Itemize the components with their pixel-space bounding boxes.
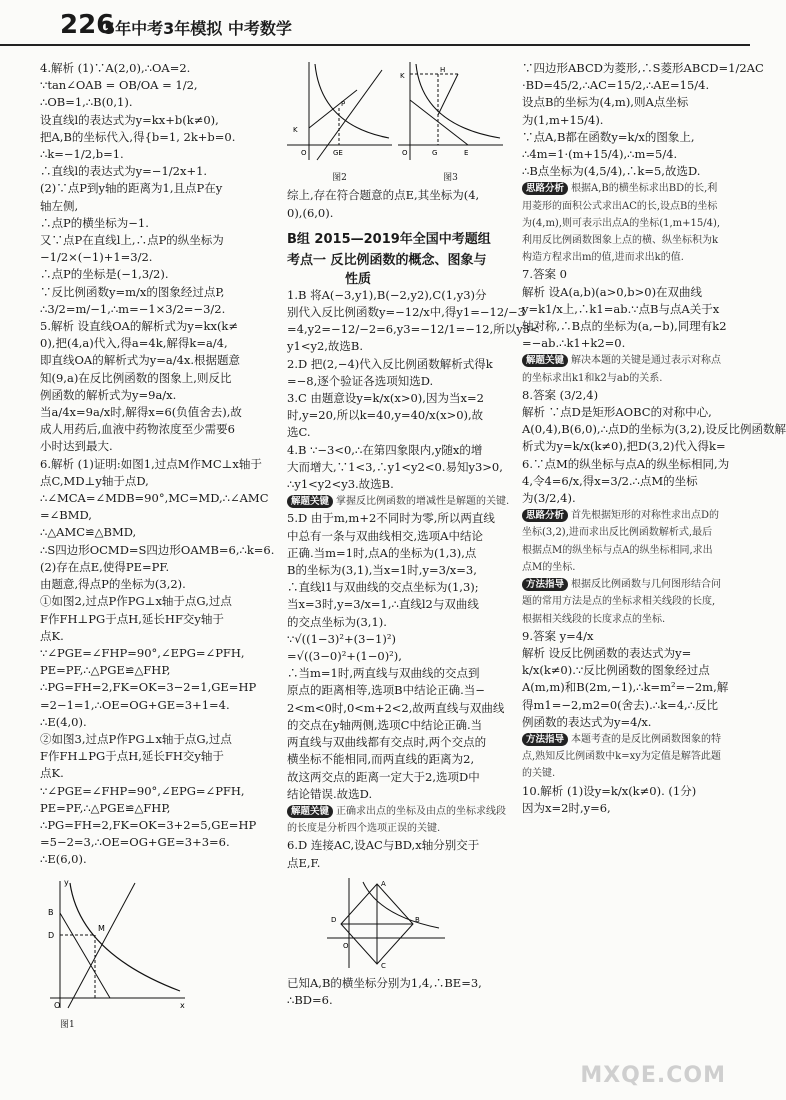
text-line: ∴直线l1与双曲线的交点坐标为(1,3);: [287, 580, 479, 595]
svg-text:O: O: [301, 149, 307, 157]
tip-2-tag: 解题关键: [287, 805, 333, 818]
text-line: 5.解析 设直线OA的解析式为y=kx(k≠: [40, 319, 239, 334]
text-line: ①如图2,过点P作PG⊥x轴于点G,过点: [40, 594, 232, 609]
text-line: 的交点在y轴两侧,选项C中结论正确.当: [287, 717, 483, 732]
text-line: 轴左侧,: [40, 198, 79, 213]
text-line: A(0,4),B(6,0),∴点D的坐标为(3,2),设反比例函数解: [522, 422, 786, 437]
text-line: 即直线OA的解析式为y=a/4x.根据题意: [40, 353, 241, 368]
svg-text:x: x: [180, 1000, 185, 1010]
text-line: 横坐标不能相同,而两直线的距离为2,: [287, 752, 475, 767]
text-line: 因为x=2时,y=6,: [522, 800, 611, 815]
svg-text:H: H: [440, 66, 446, 74]
text-line: 为(3/2,4).: [522, 491, 576, 506]
text-line: 解析 设反比例函数的表达式为y=: [522, 645, 692, 660]
text-line: ∴E(4,0).: [40, 714, 87, 729]
text-line: 中总有一条与双曲线相交,选项A中结论: [287, 528, 483, 543]
svg-text:M: M: [98, 923, 105, 933]
figure-3: [398, 60, 503, 165]
text-line: ∴E(6,0).: [40, 852, 87, 867]
text-line: 设直线l的表达式为y=kx+b(k≠0),: [40, 112, 219, 127]
text-line: 时,y=20,所以k=40,y=40/x(x>0),故: [287, 408, 484, 423]
col2-text-3: [287, 837, 515, 871]
figure-2: [287, 60, 392, 165]
text-line: 故这两交点的距离一定大于2,选项D中: [287, 769, 480, 784]
text-line: 当x=3时,y=3/x=1,∴直线l2与双曲线: [287, 597, 479, 612]
tip-1-tag: 解题关键: [287, 495, 333, 508]
svg-text:G: G: [432, 149, 438, 157]
text-line: ∴BD=6.: [287, 992, 333, 1007]
text-line: y=k1/x上,∴k1=ab.∵点B与点A关于x: [522, 301, 720, 316]
tip-3-text: 根据A,B的横坐标求出BD的长,利用菱形的面积公式求出AC的长,设点B的坐标为(4,m),则可表示出点A的坐标(1,m+15/4),利用反比例函数图象上点的横、纵坐标积为k构造方程求出m的值,进而求出k的值.: [522, 183, 721, 264]
text-line: 解析 ∵点D是矩形AOBC的对称中心,: [522, 405, 712, 420]
svg-text:B: B: [48, 907, 54, 917]
text-line: 析式为y=k/x(k≠0),把D(3,2)代入得k=: [522, 439, 726, 454]
text-line: PE=PF,∴△PGE≌△FHP,: [40, 800, 171, 815]
text-line: 2.D 把(2,−4)代入反比例函数解析式得k: [287, 356, 493, 371]
kp-title-2: 性质: [345, 271, 372, 287]
text-line: ∵tan∠OAB = OB/OA = 1/2,: [40, 78, 198, 93]
text-line: ∴当m=1时,两直线与双曲线的交点到: [287, 666, 480, 681]
text-line: =5−2=3,∴OE=OG+GE=3+3=6.: [40, 835, 230, 850]
tip-3: [522, 180, 722, 266]
text-line: 结论错误.故选D.: [287, 786, 373, 801]
text-line: 8.答案 (3/2,4): [522, 387, 599, 402]
text-line: 例函数的表达式为y=4/x.: [522, 714, 652, 729]
tip-5-tag: 思路分析: [522, 509, 568, 522]
svg-text:D: D: [48, 930, 55, 940]
text-line: 0),把(4,a)代入,得a=4k,解得k=a/4,: [40, 336, 228, 351]
tip-6-tag: 方法指导: [522, 578, 568, 591]
text-line: 7.答案 0: [522, 267, 567, 282]
tip-1-text: 掌握反比例函数的增减性是解题的关键.: [336, 496, 510, 508]
text-line: 解析 设A(a,b)(a>0,b>0)在双曲线: [522, 284, 703, 299]
text-line: 6.∵点M的纵坐标与点A的纵坐标相同,为: [522, 456, 730, 471]
text-line: 选C.: [287, 425, 311, 440]
text-line: 10.解析 (1)设y=k/x(k≠0). (1分): [522, 783, 697, 798]
svg-text:K: K: [400, 72, 405, 80]
kp-title: 考点一 反比例函数的概念、图象与: [287, 252, 487, 268]
tip-5-text: 首先根据矩形的对称性求出点D的坐标(3,2),进而求出反比例函数解析式,最后根据点M的纵坐标与点A的纵坐标相同,求出点M的坐标.: [522, 510, 720, 573]
text-line: 0),(6,0).: [287, 205, 334, 220]
page-header: [0, 0, 750, 52]
text-line: ∵∠PGE=∠FHP=90°,∠EPG=∠PFH,: [40, 783, 245, 798]
text-line: 又∵点P在直线l上,∴点P的纵坐标为: [40, 233, 224, 248]
col3-text-4: [522, 628, 729, 731]
svg-text:P: P: [341, 100, 346, 108]
text-line: ∴∠MCA=∠MDB=90°,MC=MD,∴∠AMC: [40, 491, 269, 506]
column-middle: [287, 60, 540, 1070]
text-line: ∵∠PGE=∠FHP=90°,∠EPG=∠PFH,: [40, 645, 245, 660]
text-line: (2)存在点E,使得PE=PF.: [40, 559, 170, 574]
tip-7-tag: 方法指导: [522, 733, 568, 746]
col2-text-2: [287, 510, 515, 802]
text-line: 别代入反比例函数y=−12/x中,得y1=−12/−3: [287, 305, 525, 320]
tip-2-text: 正确求出点的坐标及由点的坐标求线段的长度是分析四个选项正误的关键.: [287, 805, 507, 835]
text-line: ·BD=45/2,∴AC=15/2,∴AE=15/4.: [522, 78, 710, 93]
text-line: ∴OB=1,∴B(0,1).: [40, 95, 133, 110]
text-line: 2<m<0时,0<m+2<2,故两直线与双曲线: [287, 700, 505, 715]
group-title: B组 2015—2019年全国中考题组: [287, 231, 491, 247]
text-line: PE=PF,∴△PGE≌△FHP,: [40, 663, 171, 678]
text-line: 已知A,B的横坐标分别为1,4,∴BE=3,: [287, 975, 482, 990]
col2-top-text: [287, 187, 515, 221]
text-line: k/x(k≠0).∵反比例函数的图象经过点: [522, 663, 710, 678]
text-line: 点C,MD⊥y轴于点D,: [40, 473, 149, 488]
col3-text-3: [522, 387, 786, 507]
text-line: =4,y2=−12/−2=6,y3=−12/1=−12,所以y3<: [287, 322, 540, 337]
text-line: ∵四边形ABCD为菱形,∴S菱形ABCD=1/2AC: [522, 61, 764, 75]
tip-6: [522, 576, 722, 628]
text-line: 小时达到最大.: [40, 439, 113, 454]
text-line: 例函数的解析式为y=9a/x.: [40, 387, 177, 402]
col3-text-5: [522, 783, 722, 817]
tip-4-tag: 解题关键: [522, 354, 568, 367]
text-line: ∴3/2=m/−1,∴m=−1×3/2=−3/2.: [40, 301, 226, 316]
text-line: 设点B的坐标为(4,m),则A点坐标: [522, 95, 689, 110]
text-line: 4.B ∵−3<0,∴在第四象限内,y随x的增: [287, 442, 483, 457]
tip-4: [522, 352, 722, 386]
text-line: F作FH⊥PG于点H,延长FH交y轴于: [40, 749, 224, 764]
col3-text-1: [522, 60, 764, 180]
col3-text-2: [522, 266, 727, 352]
text-line: 正确.当m=1时,点A的坐标为(1,3),点: [287, 545, 477, 560]
text-line: ∴△AMC≌△BMD,: [40, 525, 137, 540]
svg-text:O: O: [402, 149, 408, 157]
text-line: (2)∵点P到y轴的距离为1,且点P在y: [40, 181, 223, 196]
text-line: 原点的距离相等,选项B中结论正确.当−: [287, 683, 485, 698]
text-line: ②如图3,过点P作PG⊥x轴于点G,过点: [40, 731, 232, 746]
text-line: 成人用药后,血液中药物浓度至少需要6: [40, 422, 235, 437]
figure-rhombus: [327, 876, 447, 971]
text-line: A(m,m)和B(2m,−1),∴k=m²=−2m,解: [522, 680, 729, 695]
figure-1-caption: 图1: [60, 1019, 75, 1030]
text-line: 综上,存在符合题意的点E,其坐标为(4,: [287, 188, 480, 203]
text-line: y1<y2,故选B.: [287, 339, 364, 354]
figures-2-3: [287, 60, 515, 187]
text-line: ∴直线l的表达式为y=−1/2x+1.: [40, 164, 208, 179]
text-line: ∴点P的坐标是(−1,3/2).: [40, 267, 169, 282]
text-line: 由题意,得点P的坐标为(3,2).: [40, 577, 186, 592]
tip-7-text: 本题考查的是反比例函数图象的特点,熟知反比例函数中k=xy为定值是解答此题的关键.: [522, 733, 722, 780]
tip-5: [522, 507, 722, 576]
text-line: 把A,B的坐标代入,得{b=1, 2k+b=0.: [40, 129, 236, 144]
text-line: 知(9,a)在反比例函数的图象上,则反比: [40, 370, 232, 385]
text-line: ∴PG=FH=2,FK=OK=3+2=5,GE=HP: [40, 817, 257, 832]
svg-text:C: C: [381, 961, 386, 970]
text-line: 得m1=−2,m2=0(舍去).∴k=4,∴反比: [522, 697, 718, 712]
svg-text:y: y: [64, 877, 69, 887]
text-line: 两直线与双曲线都有交点时,两个交点的: [287, 735, 487, 750]
text-line: 点K.: [40, 766, 64, 781]
text-line: 6.解析 (1)证明:如图1,过点M作MC⊥x轴于: [40, 456, 262, 471]
text-line: 5.D 由于m,m+2不同时为零,所以两直线: [287, 511, 495, 526]
text-line: 3.C 由题意设y=k/x(x>0),因为当x=2: [287, 391, 484, 406]
text-line: 4.解析 (1)∵A(2,0),∴OA=2.: [40, 61, 191, 75]
book-title: 5年中考3年模拟 中考数学: [104, 19, 292, 38]
svg-text:D: D: [331, 915, 337, 924]
text-line: =√((3−0)²+(1−0)²),: [287, 649, 402, 664]
col2-text-4: [287, 975, 515, 1009]
text-line: 点E,F.: [287, 855, 321, 870]
tip-3-tag: 思路分析: [522, 182, 568, 195]
text-line: ∴PG=FH=2,FK=OK=3−2=1,GE=HP: [40, 680, 257, 695]
column-left: [40, 60, 280, 1070]
tip-4-text: 解决本题的关键是通过表示对称点的坐标求出k1和k2与ab的关系.: [522, 355, 722, 384]
text-line: =−8,逐个验证各选项知选D.: [287, 373, 434, 388]
figure-2-caption: 图2: [332, 173, 347, 184]
svg-text:GE: GE: [333, 149, 343, 157]
text-line: 为(1,m+15/4).: [522, 112, 604, 127]
text-line: ∵√((1−3)²+(3−1)²): [287, 631, 396, 646]
header-rule: [0, 44, 750, 46]
text-line: 6.D 连接AC,设AC与BD,x轴分别交于: [287, 838, 480, 853]
text-line: 大而增大,∵1<3,∴y1<y2<0.易知y3>0,: [287, 459, 503, 474]
text-line: ∴k=−1/2,b=1.: [40, 147, 124, 162]
figure-1: [40, 873, 190, 1013]
svg-text:O: O: [54, 1000, 61, 1010]
column-right: [522, 60, 786, 1070]
text-line: ∴y1<y2<y3.故选B.: [287, 477, 394, 492]
text-line: =−ab.∴k1+k2=0.: [522, 336, 626, 351]
svg-text:E: E: [464, 149, 469, 157]
text-line: ∵点A,B都在函数y=k/x的图象上,: [522, 129, 695, 144]
text-line: 9.答案 y=4/x: [522, 628, 594, 643]
text-line: ∴点P的横坐标为−1.: [40, 215, 149, 230]
svg-text:K: K: [293, 126, 298, 134]
col1-text: [40, 60, 280, 869]
text-line: ∵反比例函数y=m/x的图象经过点P,: [40, 284, 225, 299]
page-number: 226: [60, 10, 115, 40]
text-line: ∴4m=1·(m+15/4),∴m=5/4.: [522, 147, 678, 162]
svg-text:O: O: [343, 941, 349, 950]
text-line: 轴对称,∴B点的坐标为(a,−b),同理有k2: [522, 319, 727, 334]
col2-text-1: [287, 287, 540, 493]
text-line: ∴S四边形OCMD=S四边形OAMB=6,∴k=6.: [40, 542, 275, 557]
text-line: 的交点坐标为(3,1).: [287, 614, 387, 629]
text-line: =∠BMD,: [40, 508, 92, 523]
figure-3-caption: 图3: [443, 173, 458, 184]
text-line: −1/2×(−1)+1=3/2.: [40, 250, 153, 265]
svg-text:A: A: [381, 879, 386, 888]
text-line: 4,令4=6/x,得x=3/2.∴点M的坐标: [522, 473, 698, 488]
text-line: 当a/4x=9a/x时,解得x=6(负值舍去),故: [40, 405, 242, 420]
text-line: ∴B点坐标为(4,5/4),∴k=5,故选D.: [522, 164, 701, 179]
text-line: F作FH⊥PG于点H,延长HF交y轴于: [40, 611, 224, 626]
text-line: 1.B 将A(−3,y1),B(−2,y2),C(1,y3)分: [287, 287, 487, 302]
tip-6-text: 根据反比例函数与几何图形结合问题的常用方法是点的坐标求相关线段的长度,根据相关线段的长度求点的坐标.: [522, 579, 722, 625]
watermark: MXQE.COM: [580, 1063, 726, 1088]
figure-2-wrap: [287, 60, 392, 187]
tip-7: [522, 731, 722, 783]
tip-2: [287, 803, 515, 837]
figure-3-wrap: [398, 60, 503, 187]
text-line: =2−1=1,∴OE=OG+GE=3+1=4.: [40, 697, 230, 712]
text-line: 点K.: [40, 628, 64, 643]
text-line: B的坐标为(3,1),当x=1时,y=3/x=3,: [287, 563, 477, 578]
tip-1: [287, 493, 515, 510]
svg-text:B: B: [415, 915, 420, 924]
